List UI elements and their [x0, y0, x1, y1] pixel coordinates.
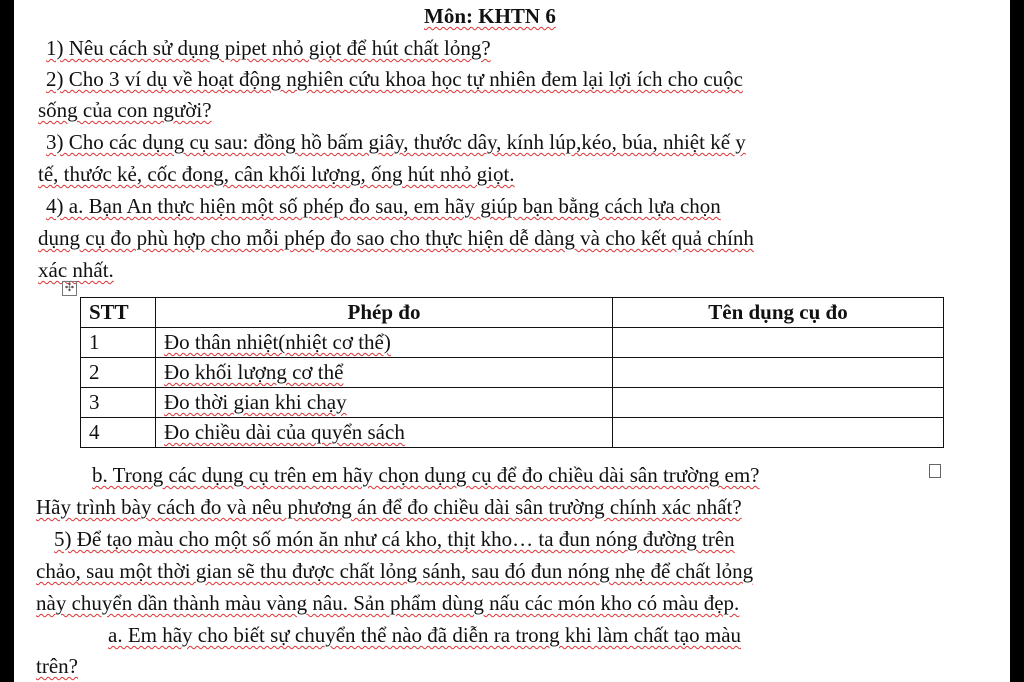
table-row [81, 328, 944, 358]
cell-stt: 3 [81, 388, 156, 418]
question-5a-line-2: trên? [36, 654, 78, 678]
table-header-row [81, 298, 944, 328]
question-4a-line-2: dụng cụ đo phù hợp cho mỗi phép đo sao cho thực hiện dễ dàng và cho kết quả chính [38, 226, 754, 250]
cell-measurement: Đo thân nhiệt(nhiệt cơ thể) [156, 328, 613, 358]
table-row [81, 388, 944, 418]
header-measurement: Phép đo [156, 298, 613, 328]
cell-measurement: Đo khối lượng cơ thể [156, 358, 613, 388]
cell-measurement: Đo chiều dài của quyển sách [156, 418, 613, 448]
table-row [81, 358, 944, 388]
cell-measurement: Đo thời gian khi chạy [156, 388, 613, 418]
cell-stt: 2 [81, 358, 156, 388]
question-4a-line-1: 4) a. Bạn An thực hiện một số phép đo sau, em hãy giúp bạn bằng cách lựa chọn [46, 194, 721, 218]
question-2-line-2: sống của con người? [38, 98, 212, 122]
cell-stt: 1 [81, 328, 156, 358]
question-4b-line-1: b. Trong các dụng cụ trên em hãy chọn dụng cụ để đo chiều dài sân trường em? [92, 463, 760, 487]
text-cursor-icon [929, 464, 941, 478]
document-title: Môn: KHTN 6 [424, 4, 556, 28]
question-3-line-2: tế, thước kẻ, cốc đong, cân khối lượng, ống hút nhỏ giọt. [38, 162, 515, 186]
cell-instrument[interactable] [613, 328, 944, 358]
question-1: 1) Nêu cách sử dụng pipet nhỏ giọt để hút chất lỏng? [46, 36, 491, 60]
question-5-line-2: chảo, sau một thời gian sẽ thu được chất lỏng sánh, sau đó đun nóng nhẹ để chất lỏng [36, 559, 754, 583]
question-2-line-1: 2) Cho 3 ví dụ về hoạt động nghiên cứu khoa học tự nhiên đem lại lợi ích cho cuộc [46, 67, 743, 91]
cell-instrument[interactable] [613, 358, 944, 388]
cell-instrument[interactable] [613, 418, 944, 448]
cell-stt: 4 [81, 418, 156, 448]
question-4a-line-3: xác nhất. [38, 258, 114, 282]
question-5-line-1: 5) Để tạo màu cho một số món ăn như cá kho, thịt kho… ta đun nóng đường trên [54, 527, 735, 551]
header-instrument: Tên dụng cụ đo [613, 298, 944, 328]
table-move-handle-icon[interactable]: ✣ [62, 281, 77, 296]
measurement-table [80, 297, 944, 448]
document-page [14, 0, 1010, 682]
cell-instrument[interactable] [613, 388, 944, 418]
question-5-line-3: này chuyển dần thành màu vàng nâu. Sản phẩm dùng nấu các món kho có màu đẹp. [36, 591, 740, 615]
question-4b-line-2: Hãy trình bày cách đo và nêu phương án để đo chiều dài sân trường chính xác nhất? [36, 495, 742, 519]
header-stt: STT [81, 298, 156, 328]
table-row [81, 418, 944, 448]
question-5a-line-1: a. Em hãy cho biết sự chuyển thể nào đã diễn ra trong khi làm chất tạo màu [108, 623, 742, 647]
question-3-line-1: 3) Cho các dụng cụ sau: đồng hồ bấm giây, thước dây, kính lúp,kéo, búa, nhiệt kế y [46, 130, 746, 154]
